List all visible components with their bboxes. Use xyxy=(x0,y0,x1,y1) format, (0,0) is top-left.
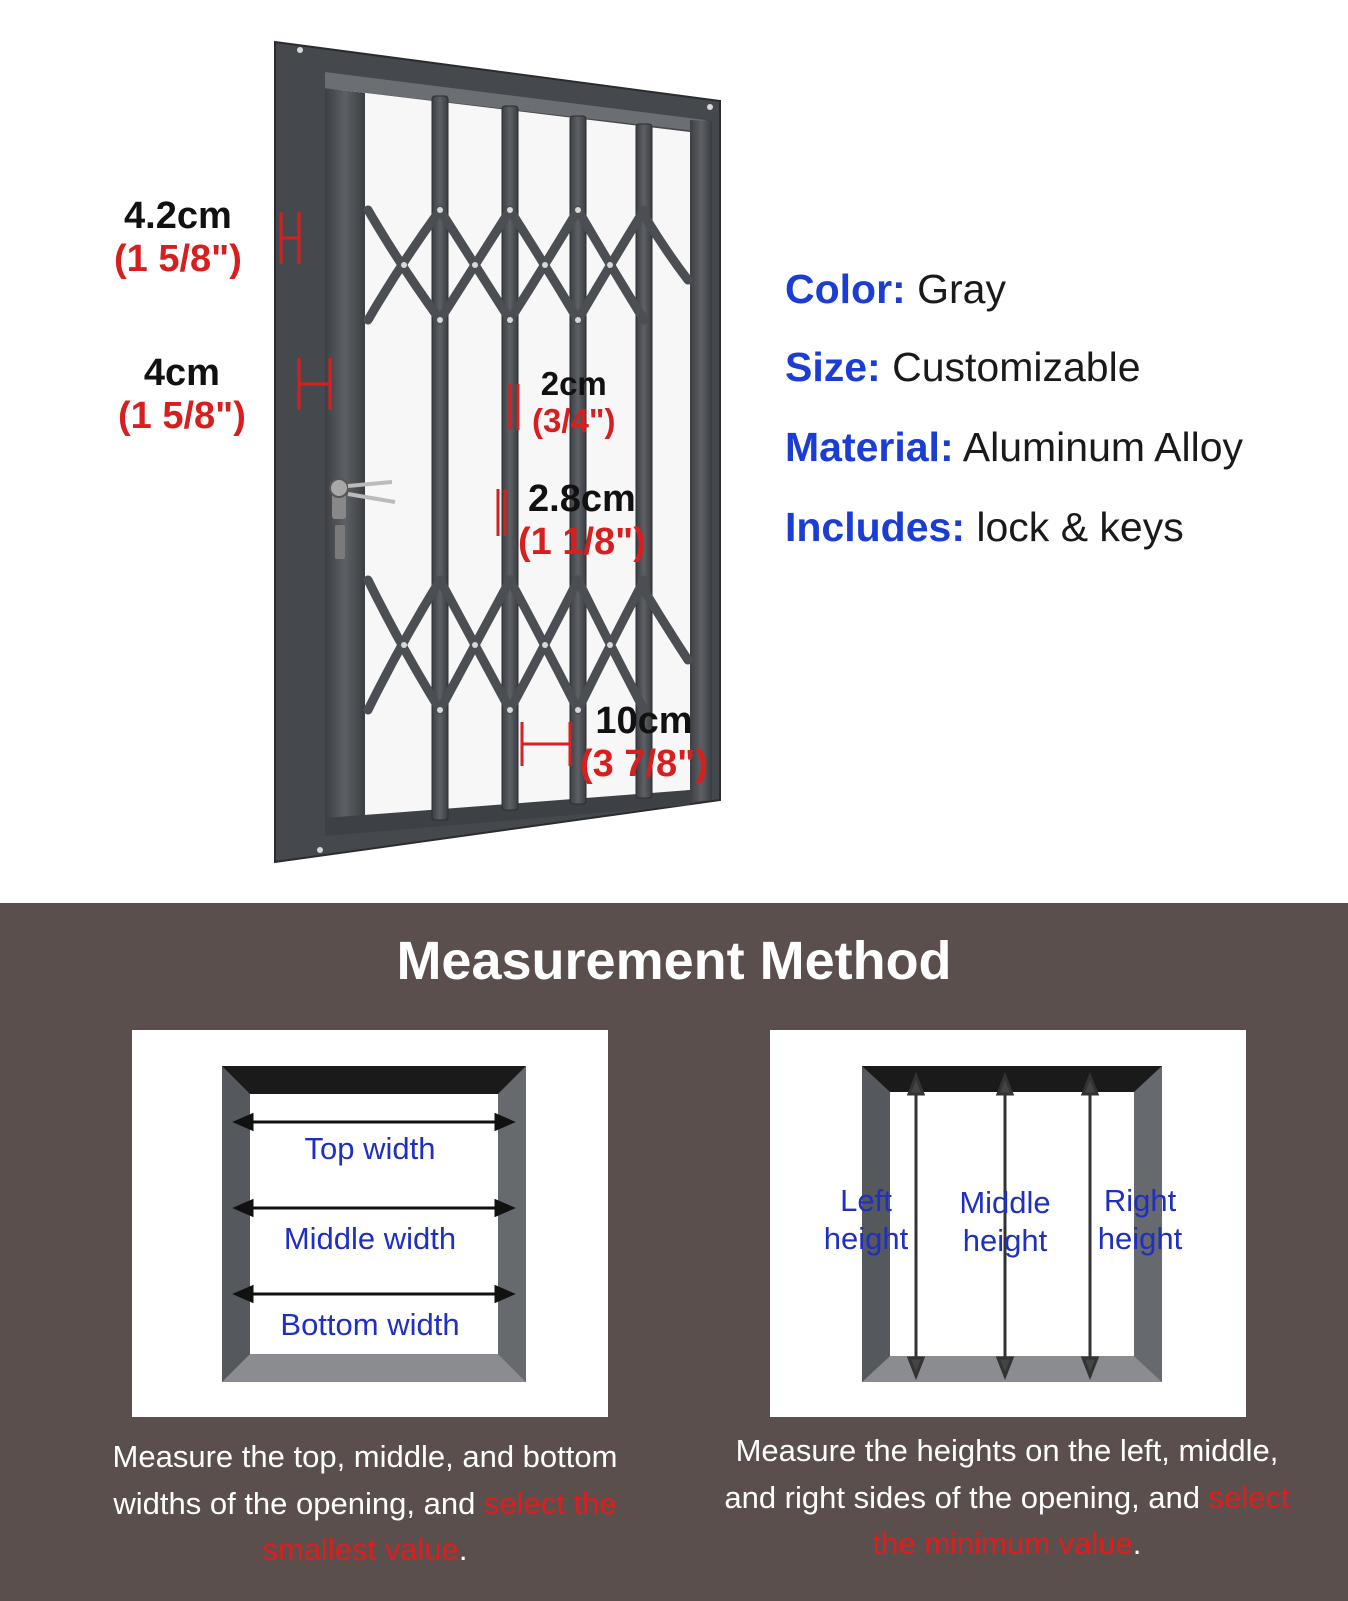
spec-size xyxy=(785,344,1141,391)
label-line: height xyxy=(962,1222,1048,1258)
dimension-inch: (1 5/8") xyxy=(118,394,246,437)
dimension-spacing xyxy=(580,700,708,785)
dimension-inch: (1 5/8") xyxy=(114,237,242,280)
top-width-label: Top width xyxy=(304,1131,436,1166)
dimension-cm: 2.8cm xyxy=(528,478,636,520)
caption-end: . xyxy=(458,1532,468,1567)
dimension-cm: 10cm xyxy=(595,700,693,742)
middle-height-label xyxy=(956,1184,1054,1260)
caption-highlight: select the smallest value xyxy=(262,1485,617,1567)
caption-highlight: select the minimum value xyxy=(872,1479,1290,1561)
dimension-bar xyxy=(532,366,616,440)
spec-key: Color: xyxy=(785,266,906,312)
caption-text: Measure the heights on the left, middle, and right sides of the opening, and xyxy=(724,1433,1279,1515)
label-line: Left xyxy=(840,1183,892,1218)
caption-text: Measure the top, middle, and bottom widths of the opening, and xyxy=(112,1439,618,1521)
spec-includes xyxy=(785,504,1184,551)
section-title: Measurement Method xyxy=(396,931,952,991)
label-line: height xyxy=(1097,1220,1183,1256)
dimension-cm: 4.2cm xyxy=(124,195,232,237)
dimension-inch: (1 1/8") xyxy=(518,520,646,563)
label-line: height xyxy=(823,1220,909,1256)
dimension-cm: 2cm xyxy=(540,365,607,402)
dimension-frame-top xyxy=(114,195,242,280)
left-height-label xyxy=(822,1182,910,1258)
spec-value: Gray xyxy=(917,266,1006,312)
label-line: Middle xyxy=(959,1185,1051,1220)
dimension-stile xyxy=(118,352,246,437)
dimension-cm: 4cm xyxy=(143,352,220,394)
dimension-bar-depth xyxy=(518,478,646,563)
spec-value: Aluminum Alloy xyxy=(962,424,1244,470)
gate-left-stile xyxy=(325,88,365,834)
spec-value: Customizable xyxy=(892,344,1141,390)
spec-value: lock & keys xyxy=(976,504,1184,550)
label-line: Right xyxy=(1103,1183,1177,1218)
width-caption xyxy=(80,1434,650,1574)
spec-key: Size: xyxy=(785,344,881,390)
dimension-inch: (3/4") xyxy=(532,401,616,439)
width-diagram-panel xyxy=(132,1030,608,1417)
spec-color xyxy=(785,266,1006,313)
caption-end: . xyxy=(1132,1526,1142,1561)
right-height-label xyxy=(1096,1182,1184,1258)
spec-material xyxy=(785,424,1243,471)
dimension-inch: (3 7/8") xyxy=(580,742,708,785)
middle-width-label: Middle width xyxy=(283,1221,457,1256)
spec-key: Includes: xyxy=(785,504,965,550)
height-caption xyxy=(712,1428,1302,1568)
height-diagram-panel xyxy=(770,1030,1246,1417)
bottom-width-label: Bottom width xyxy=(280,1307,460,1342)
spec-key: Material: xyxy=(785,424,954,470)
